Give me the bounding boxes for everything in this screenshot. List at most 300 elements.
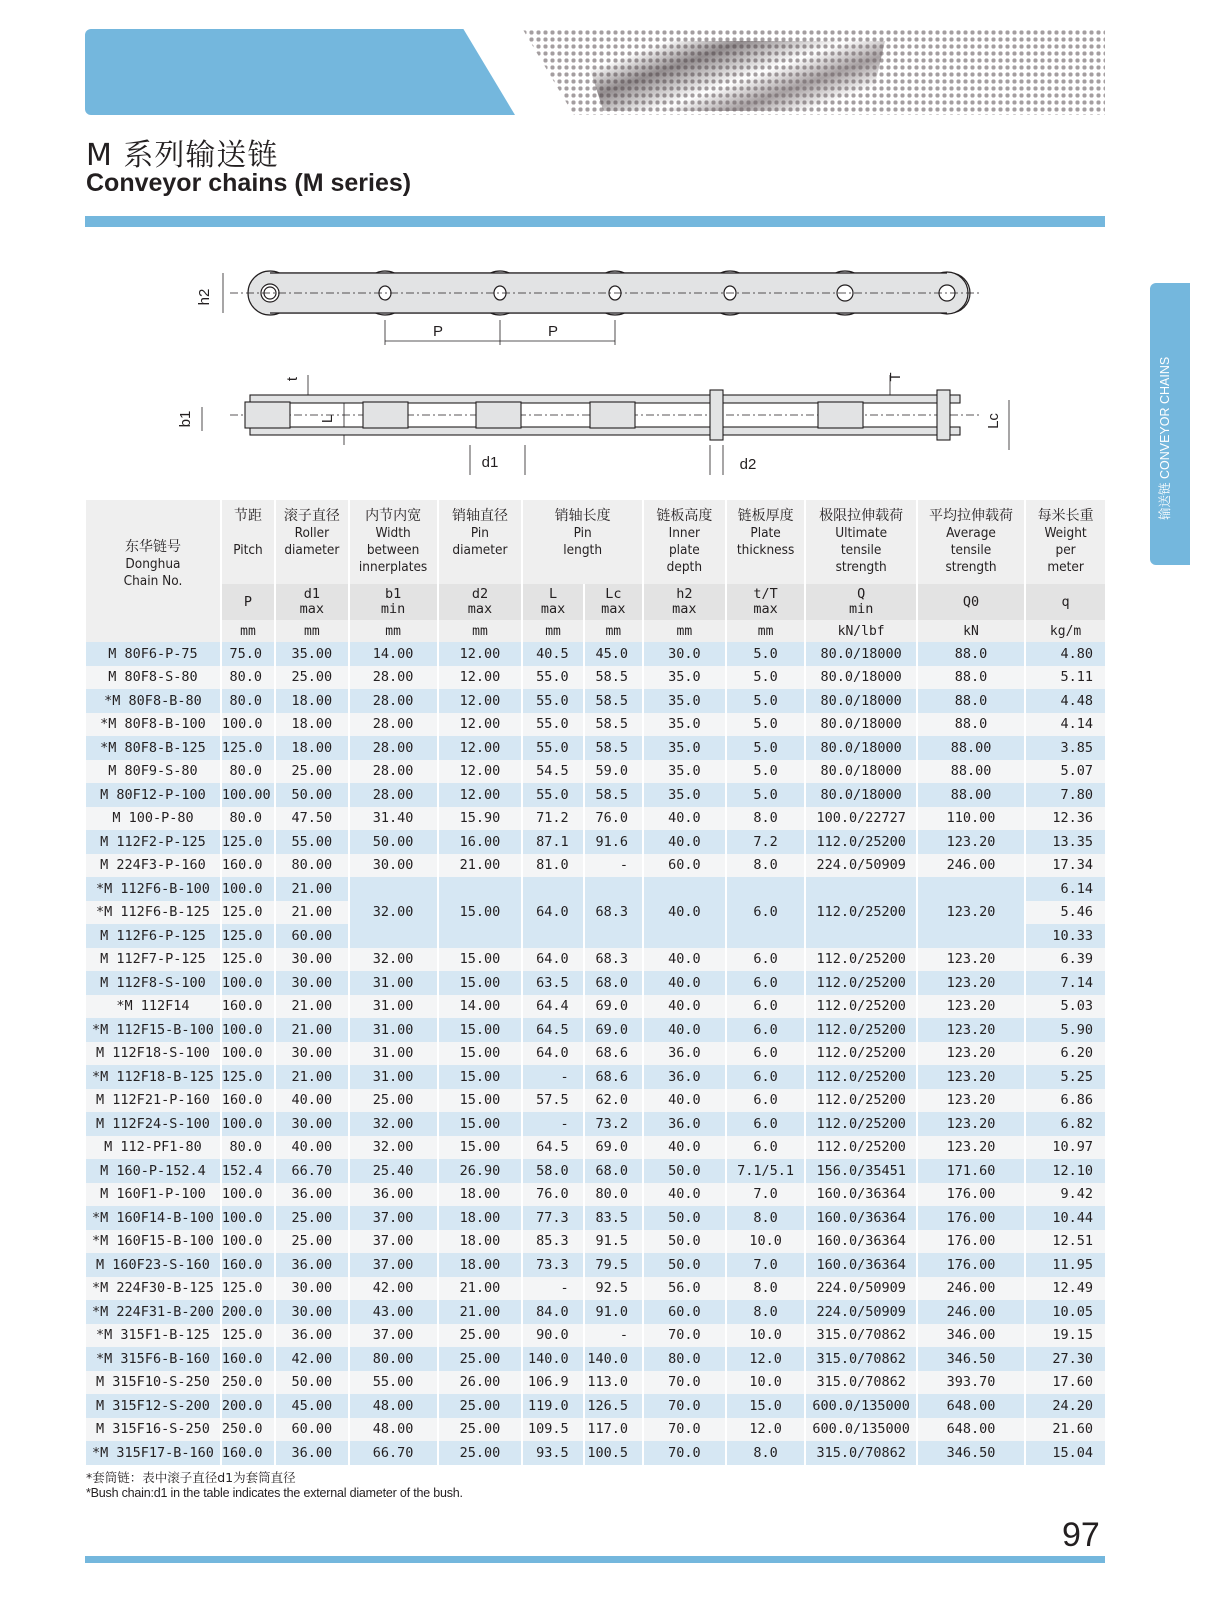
table-cell: 32.00 bbox=[349, 1112, 438, 1136]
table-cell: 55.00 bbox=[275, 830, 349, 854]
table-cell: 8.0 bbox=[726, 1277, 806, 1301]
pin-head bbox=[937, 390, 950, 440]
table-cell: 250.0 bbox=[221, 1371, 275, 1395]
header-inner-width: 内节内宽 Width between innerplates bbox=[349, 500, 438, 584]
table-cell: 5.0 bbox=[726, 642, 806, 666]
table-cell: 25.00 bbox=[438, 1347, 523, 1371]
table-cell: 55.0 bbox=[522, 736, 583, 760]
table-cell: 40.0 bbox=[643, 807, 726, 831]
header-pin-length: 销轴长度 Pin length bbox=[522, 500, 643, 584]
table-cell: 12.51 bbox=[1025, 1230, 1105, 1254]
pin-head bbox=[710, 390, 723, 440]
table-cell: 12.00 bbox=[438, 783, 523, 807]
table-cell: 71.2 bbox=[522, 807, 583, 831]
table-cell: 100.0 bbox=[221, 1206, 275, 1230]
table-cell: 80.0/18000 bbox=[805, 760, 916, 784]
table-cell: 17.34 bbox=[1025, 854, 1105, 878]
cell-chain-no: *M 315F6-B-160 bbox=[86, 1347, 221, 1371]
table-cell: 112.0/25200 bbox=[805, 948, 916, 972]
unit-d2: mm bbox=[438, 620, 523, 642]
table-cell: 37.00 bbox=[349, 1324, 438, 1348]
unit-b1: mm bbox=[349, 620, 438, 642]
table-row bbox=[86, 1065, 1105, 1089]
table-cell: 88.00 bbox=[917, 736, 1025, 760]
roller bbox=[818, 402, 863, 428]
cell-chain-no: M 160-P-152.4 bbox=[86, 1159, 221, 1183]
table-cell: 32.00 bbox=[349, 1136, 438, 1160]
unit-blank bbox=[86, 620, 221, 642]
table-cell: 100.00 bbox=[221, 783, 275, 807]
table-cell: 40.5 bbox=[522, 642, 583, 666]
table-row bbox=[86, 713, 1105, 737]
table-cell: 152.4 bbox=[221, 1159, 275, 1183]
table-cell: 35.00 bbox=[275, 642, 349, 666]
table-cell: 6.86 bbox=[1025, 1089, 1105, 1113]
table-row bbox=[86, 1183, 1105, 1207]
table-cell: 15.00 bbox=[438, 1018, 523, 1042]
header-plate-depth: 链板高度 Inner plate depth bbox=[643, 500, 726, 584]
cell-chain-no: M 100-P-80 bbox=[86, 807, 221, 831]
table-cell: 31.00 bbox=[349, 1042, 438, 1066]
table-cell: 18.00 bbox=[275, 736, 349, 760]
cell-chain-no: M 112F2-P-125 bbox=[86, 830, 221, 854]
symbol-b1: b1 min bbox=[349, 584, 438, 620]
table-cell: 80.0/18000 bbox=[805, 783, 916, 807]
table-cell: 15.0 bbox=[726, 1394, 806, 1418]
table-cell: 123.20 bbox=[917, 995, 1025, 1019]
table-cell: 100.0 bbox=[221, 877, 275, 901]
table-cell: 68.0 bbox=[584, 1159, 643, 1183]
cell-chain-no: M 80F6-P-75 bbox=[86, 642, 221, 666]
table-cell: 36.0 bbox=[643, 1112, 726, 1136]
table-cell: 123.20 bbox=[917, 830, 1025, 854]
table-cell: 47.50 bbox=[275, 807, 349, 831]
table-cell: 57.5 bbox=[522, 1089, 583, 1113]
table-cell: 73.2 bbox=[584, 1112, 643, 1136]
table-cell: 40.0 bbox=[643, 1183, 726, 1207]
table-cell: 112.0/25200 bbox=[805, 1042, 916, 1066]
table-cell: 6.0 bbox=[726, 1042, 806, 1066]
side-section-tab-label: 输送链 CONVEYOR CHAINS bbox=[1158, 356, 1172, 520]
table-cell: 68.3 bbox=[584, 948, 643, 972]
table-cell: 224.0/50909 bbox=[805, 1277, 916, 1301]
table-row bbox=[86, 1159, 1105, 1183]
table-cell: 8.0 bbox=[726, 807, 806, 831]
table-cell: 6.0 bbox=[726, 1112, 806, 1136]
header-roller-diameter: 滚子直径 Roller diameter bbox=[275, 500, 349, 584]
table-cell: 16.00 bbox=[438, 830, 523, 854]
table-cell: 125.0 bbox=[221, 1277, 275, 1301]
table-cell: 85.3 bbox=[522, 1230, 583, 1254]
table-cell: 70.0 bbox=[643, 1418, 726, 1442]
table-cell: 12.10 bbox=[1025, 1159, 1105, 1183]
table-cell: 176.00 bbox=[917, 1183, 1025, 1207]
table-cell: 123.20 bbox=[917, 1089, 1025, 1113]
table-row bbox=[86, 1394, 1105, 1418]
table-row bbox=[86, 877, 1105, 901]
table-row bbox=[86, 1300, 1105, 1324]
table-cell: 58.5 bbox=[584, 736, 643, 760]
table-cell: 5.03 bbox=[1025, 995, 1105, 1019]
table-row bbox=[86, 760, 1105, 784]
table-cell: 6.39 bbox=[1025, 948, 1105, 972]
table-cell: 80.0/18000 bbox=[805, 689, 916, 713]
table-cell: 160.0 bbox=[221, 854, 275, 878]
table-cell: 4.80 bbox=[1025, 642, 1105, 666]
table-cell: 18.00 bbox=[438, 1183, 523, 1207]
footer-divider bbox=[85, 1556, 1105, 1563]
table-cell: 32.00 bbox=[349, 877, 438, 948]
table-cell: 393.70 bbox=[917, 1371, 1025, 1395]
table-cell: 64.0 bbox=[522, 1042, 583, 1066]
table-cell: 112.0/25200 bbox=[805, 1065, 916, 1089]
table-cell: 68.6 bbox=[584, 1065, 643, 1089]
header-chain-no: 东华链号 Donghua Chain No. bbox=[86, 500, 221, 620]
table-cell: 43.00 bbox=[349, 1300, 438, 1324]
table-cell: 68.3 bbox=[584, 877, 643, 948]
table-cell: 30.00 bbox=[275, 1300, 349, 1324]
table-row bbox=[86, 736, 1105, 760]
table-cell: 28.00 bbox=[349, 689, 438, 713]
label-p: P bbox=[547, 323, 559, 340]
table-row bbox=[86, 689, 1105, 713]
table-cell: 246.00 bbox=[917, 1277, 1025, 1301]
cell-chain-no: M 160F1-P-100 bbox=[86, 1183, 221, 1207]
table-cell: 123.20 bbox=[917, 1065, 1025, 1089]
table-cell: 58.5 bbox=[584, 689, 643, 713]
table-cell: 5.46 bbox=[1025, 901, 1105, 925]
table-cell: 35.0 bbox=[643, 713, 726, 737]
table-cell: 112.0/25200 bbox=[805, 877, 916, 948]
table-cell: - bbox=[522, 1065, 583, 1089]
table-cell: 80.0 bbox=[584, 1183, 643, 1207]
table-cell: 75.0 bbox=[221, 642, 275, 666]
table-cell: 10.0 bbox=[726, 1230, 806, 1254]
diagram-labels bbox=[177, 289, 1002, 473]
table-cell: 35.0 bbox=[643, 666, 726, 690]
table-cell: 63.5 bbox=[522, 971, 583, 995]
table-cell: 21.00 bbox=[438, 1300, 523, 1324]
cell-chain-no: *M 224F30-B-125 bbox=[86, 1277, 221, 1301]
table-cell: 18.00 bbox=[438, 1253, 523, 1277]
cell-chain-no: M 112F21-P-160 bbox=[86, 1089, 221, 1113]
table-cell: 45.0 bbox=[584, 642, 643, 666]
table-cell: 12.0 bbox=[726, 1347, 806, 1371]
unit-d1: mm bbox=[275, 620, 349, 642]
table-cell: 250.0 bbox=[221, 1418, 275, 1442]
cell-chain-no: M 112F18-S-100 bbox=[86, 1042, 221, 1066]
table-cell: 5.0 bbox=[726, 736, 806, 760]
table-cell: 15.00 bbox=[438, 877, 523, 948]
table-cell: 50.0 bbox=[643, 1230, 726, 1254]
cell-chain-no: *M 80F8-B-80 bbox=[86, 689, 221, 713]
cell-chain-no: M 160F23-S-160 bbox=[86, 1253, 221, 1277]
table-cell: 18.00 bbox=[275, 713, 349, 737]
table-cell: 315.0/70862 bbox=[805, 1347, 916, 1371]
label-t: t bbox=[284, 376, 301, 382]
table-cell: 7.2 bbox=[726, 830, 806, 854]
header-row-symbols bbox=[86, 584, 1105, 620]
table-cell: 31.00 bbox=[349, 1065, 438, 1089]
cell-chain-no: *M 315F17-B-160 bbox=[86, 1441, 221, 1465]
table-row bbox=[86, 783, 1105, 807]
table-cell: 160.0/36364 bbox=[805, 1253, 916, 1277]
table-cell: 69.0 bbox=[584, 995, 643, 1019]
table-row bbox=[86, 830, 1105, 854]
table-cell: 123.20 bbox=[917, 1136, 1025, 1160]
table-cell: 64.5 bbox=[522, 1018, 583, 1042]
label-d1: d1 bbox=[481, 454, 499, 471]
table-cell: - bbox=[522, 1112, 583, 1136]
table-cell: 123.20 bbox=[917, 877, 1025, 948]
table-cell: 8.0 bbox=[726, 854, 806, 878]
table-cell: 7.0 bbox=[726, 1183, 806, 1207]
table-cell: 77.3 bbox=[522, 1206, 583, 1230]
table-row bbox=[86, 807, 1105, 831]
header-pin-diameter: 销轴直径 Pin diameter bbox=[438, 500, 523, 584]
table-cell: 28.00 bbox=[349, 760, 438, 784]
table-cell: 160.0/36364 bbox=[805, 1183, 916, 1207]
table-cell: 12.36 bbox=[1025, 807, 1105, 831]
table-cell: 25.00 bbox=[275, 666, 349, 690]
header-pitch: 节距 Pitch bbox=[221, 500, 275, 584]
table-row bbox=[86, 1371, 1105, 1395]
table-cell: 6.0 bbox=[726, 971, 806, 995]
header-ultimate-strength: 极限拉伸载荷 Ultimate tensile strength bbox=[805, 500, 916, 584]
table-cell: 10.33 bbox=[1025, 924, 1105, 948]
cell-chain-no: M 112F24-S-100 bbox=[86, 1112, 221, 1136]
table-cell: 12.49 bbox=[1025, 1277, 1105, 1301]
table-cell: 6.0 bbox=[726, 877, 806, 948]
table-cell: 36.0 bbox=[643, 1065, 726, 1089]
table-cell: 12.00 bbox=[438, 736, 523, 760]
table-cell: 12.0 bbox=[726, 1418, 806, 1442]
table-cell: 200.0 bbox=[221, 1394, 275, 1418]
table-cell: 88.0 bbox=[917, 642, 1025, 666]
table-cell: 66.70 bbox=[349, 1441, 438, 1465]
table-row bbox=[86, 971, 1105, 995]
table-cell: 6.0 bbox=[726, 1089, 806, 1113]
unit-weight: kg/m bbox=[1025, 620, 1105, 642]
table-cell: 200.0 bbox=[221, 1300, 275, 1324]
table-cell: 60.0 bbox=[643, 854, 726, 878]
table-cell: 21.00 bbox=[275, 901, 349, 925]
table-cell: 31.00 bbox=[349, 971, 438, 995]
table-row bbox=[86, 642, 1105, 666]
table-cell: 80.0 bbox=[221, 666, 275, 690]
table-cell: 112.0/25200 bbox=[805, 1018, 916, 1042]
table-cell: 26.00 bbox=[438, 1371, 523, 1395]
cell-chain-no: *M 80F8-B-125 bbox=[86, 736, 221, 760]
unit-q: kN/lbf bbox=[805, 620, 916, 642]
table-cell: 126.5 bbox=[584, 1394, 643, 1418]
table-cell: 81.0 bbox=[522, 854, 583, 878]
table-cell: 140.0 bbox=[522, 1347, 583, 1371]
table-cell: 17.60 bbox=[1025, 1371, 1105, 1395]
table-cell: 100.0 bbox=[221, 1183, 275, 1207]
roller bbox=[245, 402, 290, 428]
table-cell: 112.0/25200 bbox=[805, 830, 916, 854]
table-cell: 80.0 bbox=[221, 1136, 275, 1160]
table-cell: 40.0 bbox=[643, 948, 726, 972]
table-cell: 123.20 bbox=[917, 1112, 1025, 1136]
table-cell: 76.0 bbox=[522, 1183, 583, 1207]
table-row bbox=[86, 1042, 1105, 1066]
title-divider bbox=[85, 216, 1105, 227]
table-cell: 160.0 bbox=[221, 1089, 275, 1113]
table-cell: 27.30 bbox=[1025, 1347, 1105, 1371]
table-cell: 100.0 bbox=[221, 1112, 275, 1136]
table-cell: 40.0 bbox=[643, 1018, 726, 1042]
table-cell: 10.44 bbox=[1025, 1206, 1105, 1230]
cell-chain-no: *M 80F8-B-100 bbox=[86, 713, 221, 737]
table-cell: 5.07 bbox=[1025, 760, 1105, 784]
table-cell: 64.0 bbox=[522, 877, 583, 948]
table-cell: 60.0 bbox=[643, 1300, 726, 1324]
table-cell: 36.00 bbox=[275, 1324, 349, 1348]
table-cell: 58.5 bbox=[584, 783, 643, 807]
table-cell: 123.20 bbox=[917, 948, 1025, 972]
table-cell: 66.70 bbox=[275, 1159, 349, 1183]
table-cell: 9.42 bbox=[1025, 1183, 1105, 1207]
table-row bbox=[86, 1277, 1105, 1301]
cell-chain-no: *M 224F31-B-200 bbox=[86, 1300, 221, 1324]
table-cell: 12.00 bbox=[438, 666, 523, 690]
table-cell: 36.00 bbox=[275, 1253, 349, 1277]
table-cell: 106.9 bbox=[522, 1371, 583, 1395]
table-cell: 88.00 bbox=[917, 783, 1025, 807]
symbol-l: L max bbox=[522, 584, 583, 620]
table-cell: 7.0 bbox=[726, 1253, 806, 1277]
table-cell: 176.00 bbox=[917, 1230, 1025, 1254]
table-cell: 125.0 bbox=[221, 924, 275, 948]
table-cell: 48.00 bbox=[349, 1418, 438, 1442]
roller bbox=[363, 402, 408, 428]
table-cell: 54.5 bbox=[522, 760, 583, 784]
table-cell: 40.0 bbox=[643, 1136, 726, 1160]
cell-chain-no: M 112F7-P-125 bbox=[86, 948, 221, 972]
table-cell: 160.0/36364 bbox=[805, 1206, 916, 1230]
table-cell: 36.00 bbox=[275, 1183, 349, 1207]
chain-top-view bbox=[245, 390, 960, 440]
table-cell: 88.0 bbox=[917, 666, 1025, 690]
table-cell: 80.0 bbox=[221, 689, 275, 713]
symbol-lc: Lc max bbox=[584, 584, 643, 620]
table-cell: 648.00 bbox=[917, 1394, 1025, 1418]
table-row bbox=[86, 854, 1105, 878]
table-cell: 88.0 bbox=[917, 713, 1025, 737]
page-number: 97 bbox=[1062, 1516, 1100, 1554]
cell-chain-no: *M 315F1-B-125 bbox=[86, 1324, 221, 1348]
table-cell: 58.5 bbox=[584, 713, 643, 737]
cell-chain-no: M 80F12-P-100 bbox=[86, 783, 221, 807]
table-cell: 30.00 bbox=[275, 971, 349, 995]
table-cell: 88.00 bbox=[917, 760, 1025, 784]
symbol-q0: Q0 bbox=[917, 584, 1025, 620]
table-cell: 18.00 bbox=[275, 689, 349, 713]
table-cell: 123.20 bbox=[917, 971, 1025, 995]
table-cell: 125.0 bbox=[221, 901, 275, 925]
cell-chain-no: M 224F3-P-160 bbox=[86, 854, 221, 878]
table-cell: 24.20 bbox=[1025, 1394, 1105, 1418]
table-row bbox=[86, 948, 1105, 972]
table-cell: 5.25 bbox=[1025, 1065, 1105, 1089]
table-cell: 600.0/135000 bbox=[805, 1394, 916, 1418]
header-weight: 每米长重 Weight per meter bbox=[1025, 500, 1105, 584]
table-cell: 5.0 bbox=[726, 783, 806, 807]
table-cell: 18.00 bbox=[438, 1206, 523, 1230]
table-cell: 36.00 bbox=[275, 1441, 349, 1465]
table-cell: 25.00 bbox=[438, 1324, 523, 1348]
table-cell: 91.6 bbox=[584, 830, 643, 854]
table-cell: 160.0 bbox=[221, 1441, 275, 1465]
table-cell: 224.0/50909 bbox=[805, 1300, 916, 1324]
table-cell: 140.0 bbox=[584, 1347, 643, 1371]
table-cell: 35.0 bbox=[643, 736, 726, 760]
table-cell: 80.0 bbox=[643, 1347, 726, 1371]
table-cell: 156.0/35451 bbox=[805, 1159, 916, 1183]
table-cell: 100.0/22727 bbox=[805, 807, 916, 831]
table-cell: 125.0 bbox=[221, 830, 275, 854]
table-cell: 48.00 bbox=[349, 1394, 438, 1418]
table-cell: - bbox=[522, 1277, 583, 1301]
table-cell: 50.00 bbox=[275, 783, 349, 807]
cell-chain-no: M 112-PF1-80 bbox=[86, 1136, 221, 1160]
table-cell: 160.0/36364 bbox=[805, 1230, 916, 1254]
table-cell: 35.0 bbox=[643, 760, 726, 784]
table-cell: 84.0 bbox=[522, 1300, 583, 1324]
table-cell: 55.0 bbox=[522, 783, 583, 807]
table-cell: 15.00 bbox=[438, 1112, 523, 1136]
table-cell: 6.82 bbox=[1025, 1112, 1105, 1136]
table-cell: 31.40 bbox=[349, 807, 438, 831]
table-cell: 91.0 bbox=[584, 1300, 643, 1324]
table-cell: 80.00 bbox=[275, 854, 349, 878]
symbol-p: P bbox=[221, 584, 275, 620]
table-cell: 50.00 bbox=[349, 830, 438, 854]
table-cell: 80.00 bbox=[349, 1347, 438, 1371]
table-cell: 5.0 bbox=[726, 713, 806, 737]
table-cell: 70.0 bbox=[643, 1371, 726, 1395]
header-row-units bbox=[86, 620, 1105, 642]
table-cell: 42.00 bbox=[349, 1277, 438, 1301]
spec-table bbox=[86, 500, 1105, 1465]
cell-chain-no: M 80F9-S-80 bbox=[86, 760, 221, 784]
table-cell: 15.00 bbox=[438, 1065, 523, 1089]
table-cell: 112.0/25200 bbox=[805, 1112, 916, 1136]
table-cell: 346.50 bbox=[917, 1347, 1025, 1371]
table-row bbox=[86, 1230, 1105, 1254]
table-cell: 60.00 bbox=[275, 924, 349, 948]
table-cell: *M 112F6-B-125 bbox=[86, 901, 221, 925]
table-cell: 80.0 bbox=[221, 760, 275, 784]
table-cell: 50.0 bbox=[643, 1206, 726, 1230]
table-cell: 19.15 bbox=[1025, 1324, 1105, 1348]
table-cell: M 112F6-P-125 bbox=[86, 924, 221, 948]
table-cell: 37.00 bbox=[349, 1230, 438, 1254]
table-cell: 15.00 bbox=[438, 1042, 523, 1066]
table-cell: 117.0 bbox=[584, 1418, 643, 1442]
spec-table-body bbox=[86, 642, 1105, 1465]
table-cell: 10.97 bbox=[1025, 1136, 1105, 1160]
table-cell: 58.0 bbox=[522, 1159, 583, 1183]
table-cell: 58.5 bbox=[584, 666, 643, 690]
table-cell: 12.00 bbox=[438, 760, 523, 784]
table-cell: 25.00 bbox=[275, 760, 349, 784]
table-cell: 93.5 bbox=[522, 1441, 583, 1465]
table-cell: 8.0 bbox=[726, 1206, 806, 1230]
table-cell: 25.00 bbox=[275, 1206, 349, 1230]
